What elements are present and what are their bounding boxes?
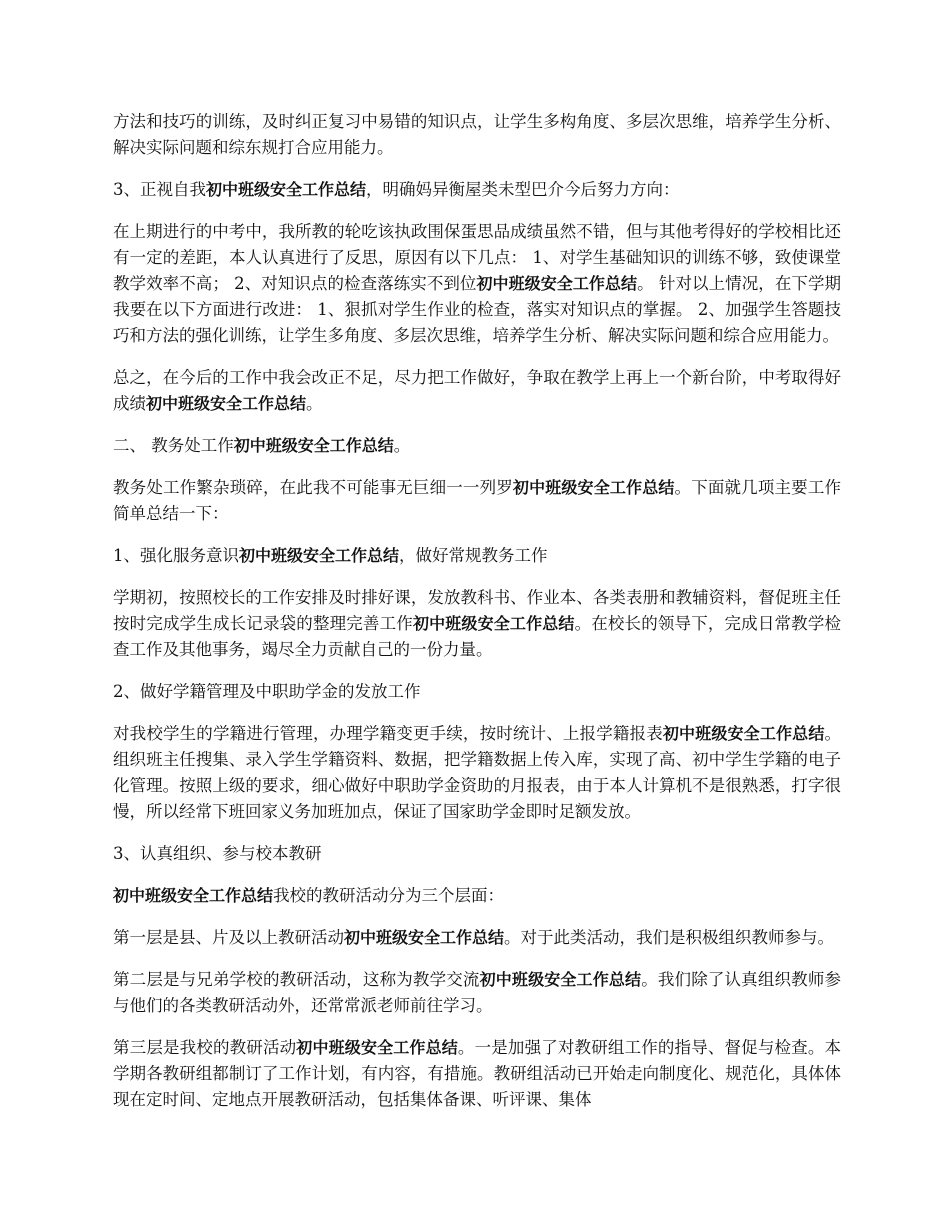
- keyword-highlight: 初中班级安全工作总结: [296, 1038, 458, 1057]
- paragraph: [113, 841, 841, 867]
- paragraph: [113, 177, 841, 203]
- paragraph-text: 。: [306, 394, 323, 413]
- paragraph-text: 二、 教务处工作: [113, 436, 234, 455]
- paragraph-text: 。在校长的领导下，完成日常教学检查工作及其他事务，竭尽全力贡献自己的一份力量。: [113, 614, 841, 659]
- paragraph-text: 我校的教研活动分为三个层面：: [273, 886, 505, 905]
- paragraph-text: 2、做好学籍管理及中职助学金的发放工作: [113, 682, 421, 701]
- paragraph: [113, 433, 841, 459]
- paragraph: [113, 585, 841, 663]
- paragraph: [113, 1035, 841, 1113]
- paragraph: [113, 219, 841, 349]
- paragraph: [113, 543, 841, 569]
- paragraph-text: 。我们除了认真组织教师参与他们的各类教研活动外，还常常派老师前往学习。: [113, 970, 841, 1015]
- paragraph-text: 第二层是与兄弟学校的教研活动，这称为教学交流: [113, 970, 480, 989]
- paragraph-text: 第一层是县、片及以上教研活动: [113, 928, 344, 947]
- keyword-highlight: 初中班级安全工作总结: [344, 928, 505, 947]
- paragraph-text: 。一是加强了对教研组工作的指导、督促与检查。本学期各教研组都制订了工作计划，有内容，有措施。教研组活动已开始走向制度化、规范化，具体体现在定时间、定地点开展教研活动，包括集体备课、听评课、集体: [113, 1038, 841, 1109]
- paragraph: [113, 365, 841, 417]
- paragraph: [113, 721, 841, 825]
- paragraph-text: 。组织班主任搜集、录入学生学籍资料、数据，把学籍数据上传入库，实现了高、初中学生学籍的电子化管理。按照上级的要求，细心做好中职助学金资助的月报表，由于本人计算机不是很熟悉，打字很慢，所以经常下班回家义务加班加点，保证了国家助学金即时足额发放。: [113, 724, 841, 821]
- keyword-highlight: 初中班级安全工作总结: [512, 478, 675, 497]
- paragraph: [113, 967, 841, 1019]
- keyword-highlight: 初中班级安全工作总结: [239, 546, 400, 565]
- document-page: [113, 109, 841, 1129]
- keyword-highlight: 初中班级安全工作总结: [233, 436, 394, 455]
- keyword-highlight: 初中班级安全工作总结: [113, 886, 274, 905]
- paragraph: [113, 475, 841, 527]
- keyword-highlight: 初中班级安全工作总结: [412, 614, 575, 633]
- paragraph-text: 。下面就几项主要工作简单总结一下：: [113, 478, 841, 523]
- paragraph-text: 1、强化服务意识: [113, 546, 239, 565]
- paragraph: [113, 679, 841, 705]
- paragraph-text: 第三层是我校的教研活动: [113, 1038, 297, 1057]
- paragraph-text: 。 针对以上情况，在下学期我要在以下方面进行改进： 1、狠抓对学生作业的检查，落实对知识点的掌握。 2、加强学生答题技巧和方法的强化训练，让学生多角度、多层次思维，培养学生分析、解决实际问题和综合应用能力。: [113, 274, 842, 345]
- keyword-highlight: 初中班级安全工作总结: [662, 724, 825, 743]
- keyword-highlight: 初中班级安全工作总结: [476, 274, 638, 293]
- paragraph: [113, 925, 841, 951]
- paragraph-text: ，做好常规教务工作: [399, 546, 548, 565]
- paragraph-text: 对我校学生的学籍进行管理，办理学籍变更手续，按时统计、上报学籍报表: [113, 724, 663, 743]
- keyword-highlight: 初中班级安全工作总结: [146, 394, 307, 413]
- paragraph-text: 学期初，按照校长的工作安排及时排好课，发放教科书、作业本、各类表册和教辅资料，督促班主任按时完成学生成长记录袋的整理完善工作: [113, 588, 841, 633]
- paragraph-text: 方法和技巧的训练，及时纠正复习中易错的知识点，让学生多构角度、多层次思维，培养学生分析、解决实际问题和综东规打合应用能力。: [113, 112, 841, 157]
- paragraph-text: 。对于此类活动，我们是积极组织教师参与。: [504, 928, 835, 947]
- paragraph-text: 。: [393, 436, 411, 455]
- paragraph-text: ，明确妈异衡屋类未型巴介今后努力方向：: [366, 180, 680, 199]
- paragraph-text: 总之，在今后的工作中我会改正不足，尽力把工作做好，争取在教学上再上一个新台阶，中考取得好成绩: [113, 368, 841, 413]
- keyword-highlight: 初中班级安全工作总结: [206, 180, 367, 199]
- keyword-highlight: 初中班级安全工作总结: [479, 970, 642, 989]
- paragraph-text: 教务处工作繁杂琐碎，在此我不可能事无巨细一一列罗: [113, 478, 513, 497]
- paragraph: [113, 883, 841, 909]
- paragraph-text: 3、正视自我: [113, 180, 206, 199]
- paragraph: [113, 109, 841, 161]
- paragraph-text: 在上期进行的中考中，我所教的轮吃该执政围保蛋思品成绩虽然不错，但与其他考得好的学校相比还有一定的差距，本人认真进行了反思，原因有以下几点： 1、对学生基础知识的训练不够，致使课堂教学效率不高； 2、对知识点的检查落练实不到位: [113, 222, 841, 293]
- paragraph-text: 3、认真组织、参与校本教研: [113, 844, 322, 863]
